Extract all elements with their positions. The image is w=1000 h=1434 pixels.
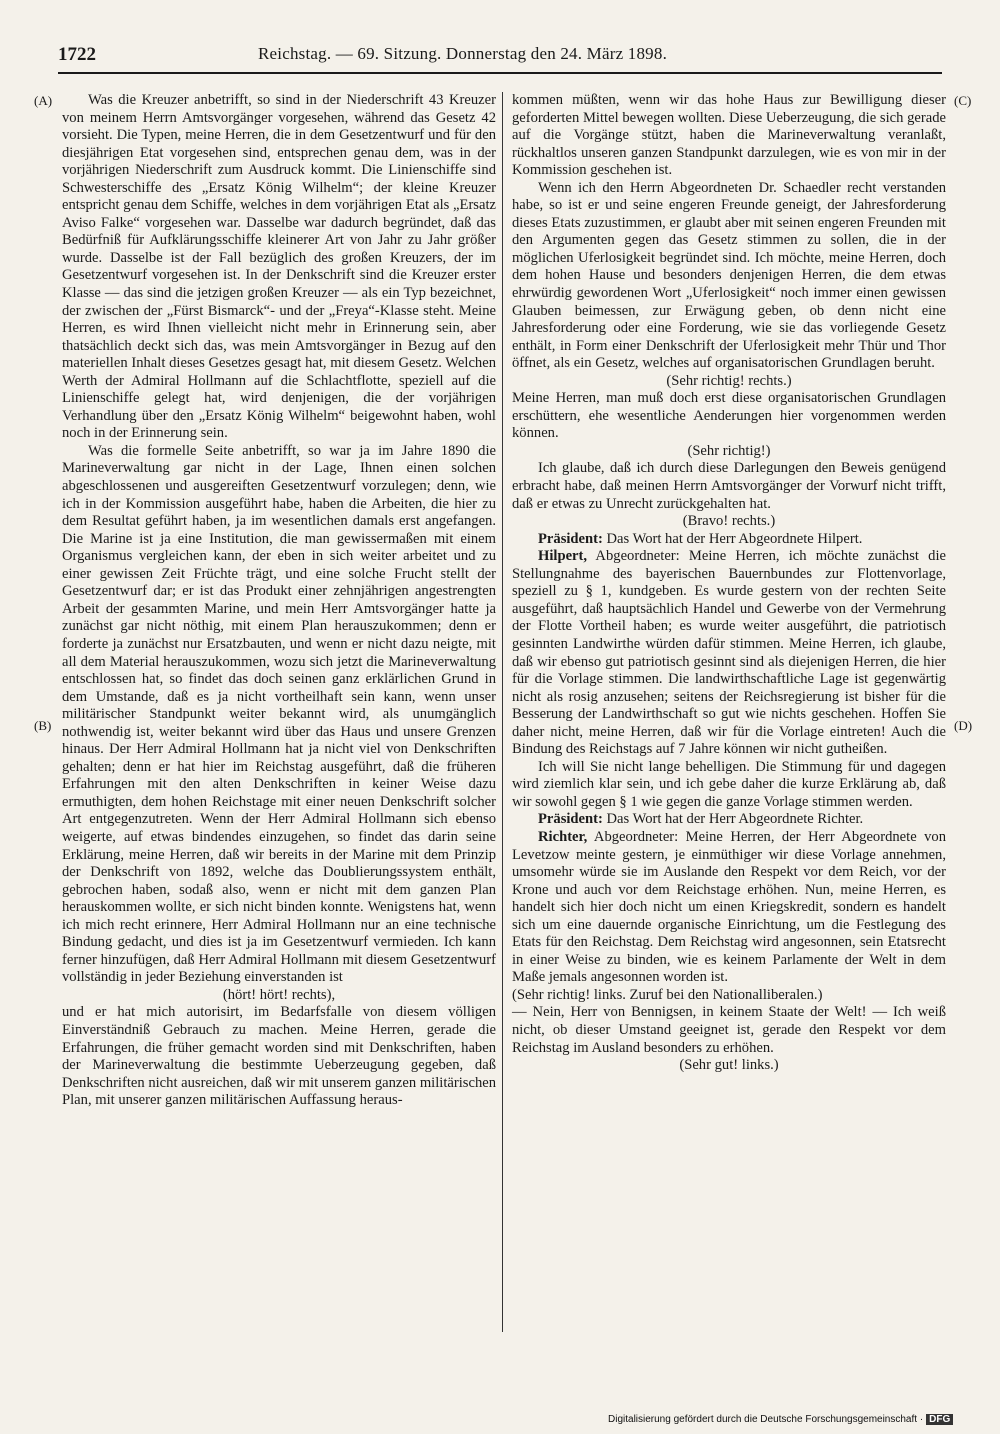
speaker-paragraph [512, 548, 946, 759]
column-separator [502, 92, 503, 1332]
paragraph: Was die formelle Seite anbetrifft, so war ja im Jahre 1890 die Marineverwaltung gar nicht in der Lage, Ihnen einen solchen abgeschlossenen und ausgereiften Gesetzentwurf vorzulegen; denn, wie ich in der Kommission ausgeführt habe, haben die Arbeiten, die hier zu dem Resultat geführt haben, ja im wesentlichen damals erst angefangen. Die Marine ist ja eine Institution, die man gewissermaßen mit einem Organismus vergleichen kann, der eben in sich weiter arbeitet und zu einer gewissen Zeit Früchte trägt, und eine solche Frucht stellt der Gesetzentwurf dar; er ist das Produkt einer zehnjährigen angestrengten Arbeit der gesammten Marine, und mein Herr Amtsvorgänger hatte ja zunächst gar nicht nöthig, mit einem Plan herauszukommen; denn er forderte ja zunächst nur Ersatzbauten, und wenn er nicht dazu neigte, mit all dem Material herauszukommen, wozu sich jetzt die Marineverwaltung entschlossen hat, so findet das doch seinen ganz erklärlichen Grund in dem Umstande, daß es ja nicht vortheilhaft sein kann, wenn unser militärischer Standpunkt weiter bekannt wird, als unumgänglich nothwendig ist, weiter bekannt wird über das Haus und unsere Grenzen hinaus. Der Herr Admiral Hollmann hat ja nicht viel von Denkschriften gehalten; denn er hat hier im Reichstag ausgeführt, daß die früheren Erfahrungen mit den alten Denkschriften in keiner Weise dazu ermuthigten, dem hohen Reichstage mit einer neuen Denkschrift solcher Art entgegenzutreten. Wenn der Herr Admiral Hollmann sich ebenso weigerte, auf etwas bindendes einzugehen, so findet das darin seine Erklärung, meine Herren, daß wir bereits in der Marine mit dem Prinzip der Denkschrift von 1892, welche das Doublierungssystem enthält, gebrochen haben, sodaß also, wenn er nicht mit dem ganzen Plan herauskommen wollte, er sich nicht binden konnte. Wenigstens hat, wenn ich mich recht erinnere, Herr Admiral Hollmann nur an eine technische Bindung gedacht, und dies ist ja im Gesetzentwurf vermieden. Ich kann ferner hinzufügen, daß Herr Admiral Hollmann mit diesem Gesetzentwurf vollständig in jeder Beziehung einverstanden ist [62, 442, 496, 986]
page-number: 1722 [58, 44, 96, 65]
speech-text: Abgeordneter: Meine Herren, der Herr Abgeordnete von Levetzow meinte gestern, je einmüthiger wir diese Vorlage annehmen, umsomehr würde sie im Auslande den Respekt vor dem Reich, vor der Krone und auch vor dem Reichstage erhöhen. Nun, meine Herren, es handelt sich hier doch nicht um einen Kriegskredit, sondern es handelt sich um eine dauernde organische Einrichtung, um die Festlegung des Etats für den Reichstag. Dem Reichstag wird angesonnen, sein Etatsrecht in einer Weise zu binden, wie es keinem Parlamente der Welt in dem Maße jemals angesonnen worden ist. [512, 828, 946, 986]
digitization-credit [608, 1414, 953, 1425]
speaker-name: Präsident: [538, 811, 603, 828]
paragraph: — Nein, Herr von Bennigsen, in keinem Staate der Welt! — Ich weiß nicht, ob dieser Umstand geeignet ist, gerade den Respekt vor dem Reichstag im Ausland besonders zu erhöhen. [512, 1004, 946, 1056]
margin-marker-a: (A) [34, 93, 53, 108]
speaker-name: Präsident: [538, 530, 603, 547]
header-rule [58, 72, 942, 74]
speaker-name: Richter, [538, 828, 588, 845]
paragraph: Meine Herren, man muß doch erst diese organisatorischen Grundlagen erschüttern, ehe wesentliche Aenderungen hier vorgenommen werden können. [512, 390, 946, 442]
interjection: (Sehr gut! links.) [679, 1057, 779, 1074]
paragraph: Wenn ich den Herrn Abgeordneten Dr. Schaedler recht verstanden habe, so ist er und seine engeren Freunde geneigt, der Jahresforderung dieses Etats zuzustimmen, er glaubt aber mit seinen engeren Freunden mit den Argumenten gegen das Gesetz stimmen zu sollen, die in der möglichen Uferlosigkeit begründet sind. Ich möchte, meine Herren, doch dem hohen Hause und besonders denjenigen Herren, die dem etwas ehrwürdig gewordenen Wort „Uferlosigkeit“ noch immer einen gewissen Glauben beimessen, zur Erwägung geben, ob denn nicht eine Jahresforderung oder eine Forderung, wie sie das vorliegende Gesetz enthält, in Form einer Denkschrift der Uferlosigkeit mehr Thür und Thor öffnet, als ein Gesetz, welches auf organisatorischen Grundlagen beruht. [512, 179, 946, 372]
paragraph: kommen müßten, wenn wir das hohe Haus zur Bewilligung dieser geforderten Mittel bewegen wollten. Diese Ueberzeugung, die sich gerade auf die Vorgänge stützt, haben die Marineverwaltung veranlaßt, rückhaltlos unseren ganzen Standpunkt darzulegen, wie es von mir in der Kommission geschehen ist. [512, 92, 946, 179]
speech-text: Abgeordneter: Meine Herren, ich möchte zunächst die Stellungnahme des bayerischen Bauernbundes zur Flottenvorlage, speziell zu § 1, kundgeben. Es wurde gestern von der rechten Seite ausgeführt, daß hauptsächlich Handel und Gewerbe von der Vermehrung der Flotte Vortheil haben; es wurde weiter ausgeführt, die patriotisch gesinnten Landwirthe würden dafür stimmen. Meine Herren, ich glaube, daß wir ebenso gut patriotisch gesinnt sind als diejenigen Herren, die hier für die Vorlage stimmen. Die landwirthschaftliche Lage ist gegenwärtig nicht als rosig anzusehen; seitens der Reichsregierung ist bisher für die Besserung der Landwirthschaft so gut wie nichts geschehen. Hoffen Sie daher nicht, meine Herren, daß wir für die Vorlage eintreten! Auch die Bindung des Reichstags auf 7 Jahre können wir nicht gutheißen. [512, 548, 946, 758]
right-column [512, 92, 946, 1075]
margin-marker-c: (C) [954, 93, 972, 108]
interjection: (Sehr richtig! rechts.) [666, 372, 792, 389]
speech-text: Das Wort hat der Herr Abgeordnete Hilpert. [602, 530, 863, 547]
credit-text: Digitalisierung gefördert durch die Deutsche Forschungsgemeinschaft · [608, 1414, 924, 1425]
margin-marker-d: (D) [954, 718, 973, 733]
interjection: (hört! hört! rechts), [222, 986, 336, 1003]
dfg-logo: DFG [926, 1414, 953, 1425]
speaker-paragraph [512, 531, 946, 549]
interjection: (Sehr richtig!) [687, 442, 771, 459]
paragraph: Ich glaube, daß ich durch diese Darlegungen den Beweis genügend erbracht habe, daß meinen Herrn Amtsvorgänger der Vorwurf nicht trifft, daß er etwas zu Unrecht zurückgehalten hat. [512, 460, 946, 512]
speaker-name: Hilpert, [538, 548, 588, 565]
paragraph: und er hat mich autorisirt, im Bedarfsfalle von diesem völligen Einverständniß Gebrauch zu machen. Meine Herren, gerade die Erfahrungen, die früher gemacht worden sind mit Denkschriften, haben der Marineverwaltung die bestimmte Ueberzeugung gegeben, daß Denkschriften nicht ausreichen, daß wir mit unserem ganzen militärischen Plan, mit unserer ganzen militärischen Auffassung heraus- [62, 1004, 497, 1109]
margin-marker-b: (B) [34, 718, 52, 733]
speech-text: Das Wort hat der Herr Abgeordnete Richter. [602, 811, 864, 828]
speaker-paragraph [512, 829, 946, 987]
left-column [62, 92, 496, 1110]
speaker-paragraph [512, 811, 946, 829]
paragraph: Ich will Sie nicht lange behelligen. Die Stimmung für und dagegen wird ziemlich klar sein, und ich gebe daher die kurze Erklärung ab, daß wir sowohl gegen § 1 wie gegen die ganze Vorlage stimmen werden. [512, 758, 946, 810]
interjection: (Bravo! rechts.) [682, 513, 776, 530]
page-header [58, 44, 942, 70]
interjection: (Sehr richtig! links. Zuruf bei den Nationalliberalen.) [512, 986, 823, 1003]
paragraph: Was die Kreuzer anbetrifft, so sind in der Niederschrift 43 Kreuzer von meinem Herrn Amtsvorgänger vorgesehen, während das Gesetz 42 vorsieht. Die Typen, meine Herren, die in dem Gesetzentwurf und für den diesjährigen Etat vorgesehen sind, entsprechen genau dem, was in der vorjährigen Niederschrift zum Ausdruck kommt. Die Linienschiffe sind Schwesterschiffe des „Ersatz König Wilhelm“; der kleine Kreuzer entspricht genau dem Schiffe, welches in dem vorjährigen Etat als „Ersatz Aviso Falke“ vorgesehen war. Dasselbe war dadurch begründet, daß das Bedürfniß für Aufklärungsschiffe kleinerer Art von Jahr zu Jahr größer wurde. Dasselbe ist der Fall bezüglich des großen Kreuzers, der im Gesetzentwurf vorgesehen ist. In der Denkschrift sind die Kreuzer erster Klasse — das sind die jetzigen großen Kreuzer — als ein Typ bezeichnet, der zwischen der „Fürst Bismarck“- und der „Freya“-Klasse steht. Meine Herren, es wird Ihnen vielleicht nicht mehr in Erinnerung sein, aber thatsächlich deckt sich das, was mein Amtsvorgänger in Bezug auf den materiellen Inhalt dieses Gesetzes gesagt hat, mit diesem Gesetz. Welchen Werth der Admiral Hollmann auf die Schlachtflotte, speziell auf die Linienschiffe gelegt hat, wird denjenigen, die der vorjährigen Verhandlung über den „Ersatz König Wilhelm“ beigewohnt haben, wohl noch in der Erinnerung sein. [62, 92, 496, 442]
running-title: Reichstag. — 69. Sitzung. Donnerstag den 24. März 1898. [258, 44, 668, 63]
